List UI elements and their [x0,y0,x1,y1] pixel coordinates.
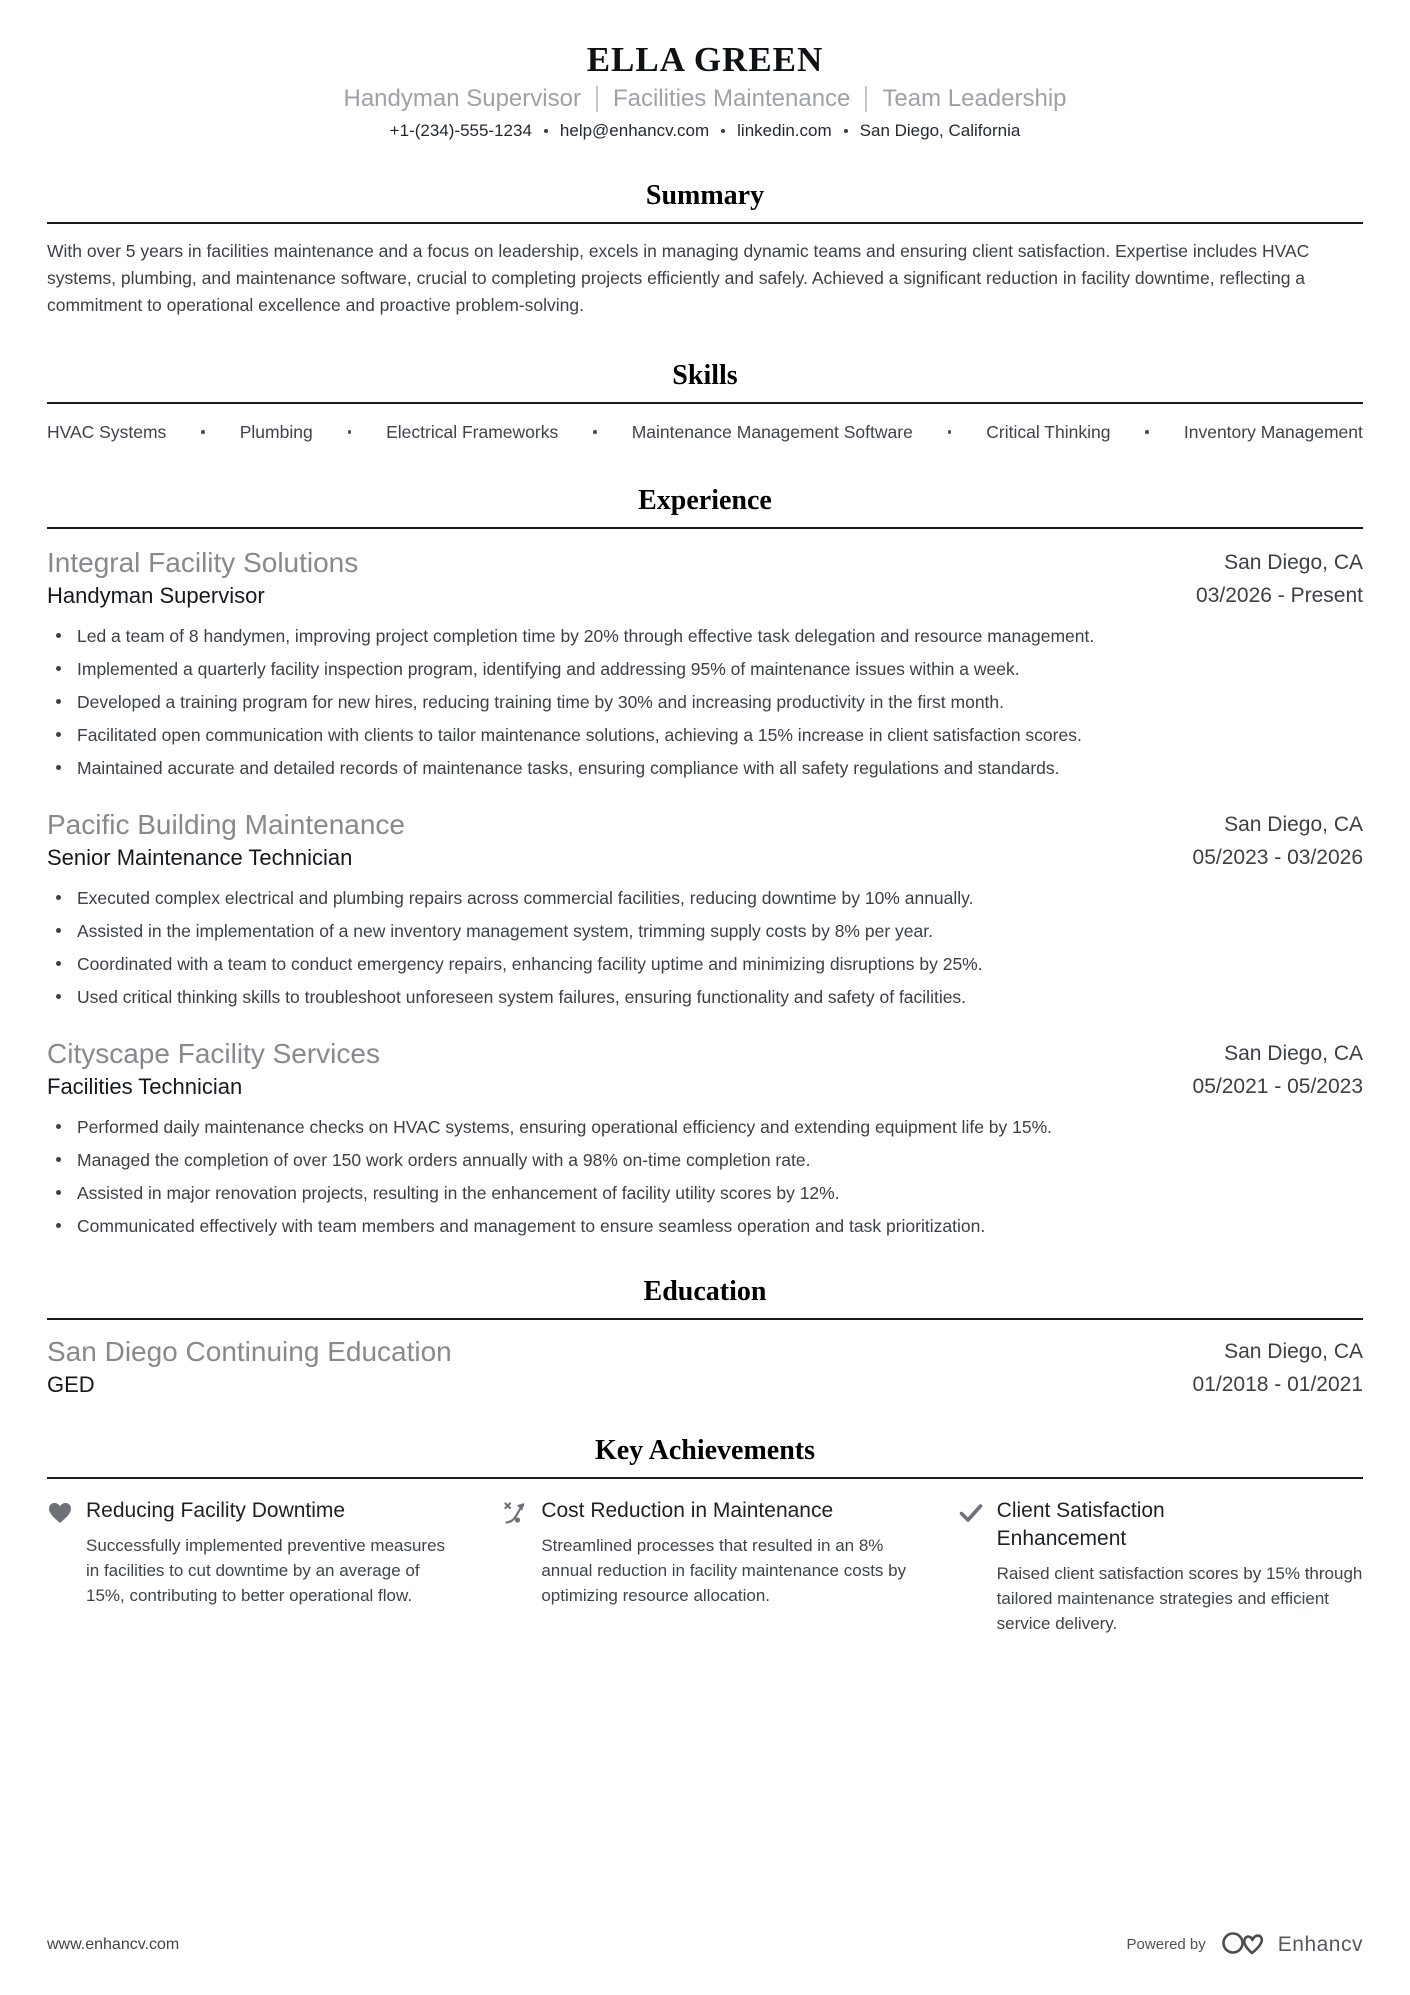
vertical-divider [596,86,598,112]
skills-section-title: Skills [672,360,738,391]
bullet-item: Coordinated with a team to conduct emergency repairs, enhancing facility uptime and minimizing disruptions by 25%. [47,951,1363,977]
bullet-item: Developed a training program for new hires, reducing training time by 30% and increasing productivity in the first month. [47,689,1363,715]
resume-header [47,40,1363,143]
education-entry [47,1334,1363,1400]
dot-separator [844,129,848,133]
job-entry [47,545,1363,781]
dot-separator [544,129,548,133]
skill-item: Plumbing [239,422,313,442]
linkedin-link[interactable]: linkedin.com [737,121,832,140]
achievement-text: Successfully implemented preventive measures in facilities to cut downtime by an average of 15%, contributing to better operational flow. [86,1536,446,1605]
bullet-item: Maintained accurate and detailed records of maintenance tasks, ensuring compliance with all safety regulations and standards. [47,755,1363,781]
headline [47,82,1363,116]
headline-part-3: Team Leadership [882,85,1067,112]
strategy-icon [502,1500,528,1531]
dot-separator [348,430,352,434]
section-rule [47,527,1363,529]
page-footer [47,1927,1363,1962]
dot-separator [201,430,205,434]
powered-by-group [1127,1927,1363,1962]
bullet-item: Performed daily maintenance checks on HVAC systems, ensuring operational efficiency and extending equipment life by 15%. [47,1114,1363,1140]
achievements-section-title: Key Achievements [594,1435,816,1466]
school-name: San Diego Continuing Education [47,1336,452,1367]
bullet-item: Facilitated open communication with clients to tailor maintenance solutions, achieving a 15% increase in client satisfaction scores. [47,722,1363,748]
summary-section-title: Summary [645,180,765,211]
experience-section [47,484,1363,1239]
vertical-divider [865,86,867,112]
dot-separator [593,430,597,434]
location-text: San Diego, California [859,121,1021,140]
job-title: Handyman Supervisor [47,583,265,608]
bullet-item: Assisted in major renovation projects, resulting in the enhancement of facility utility scores by 12%. [47,1180,1363,1206]
skill-item: Electrical Frameworks [386,422,559,442]
dot-separator [721,129,725,133]
bullet-item: Used critical thinking skills to troubleshoot unforeseen system failures, ensuring functionality and safety of facilities. [47,984,1363,1010]
job-bullet-list [47,885,1363,1010]
job-header [47,1036,1363,1102]
section-rule [47,1477,1363,1479]
job-location: San Diego, CA [1224,551,1363,574]
bullet-item: Managed the completion of over 150 work orders annually with a 98% on-time completion rate. [47,1147,1363,1173]
degree-name: GED [47,1372,95,1397]
company-name: Integral Facility Solutions [47,547,359,578]
education-section-title: Education [643,1276,767,1307]
achievement-item [502,1497,907,1636]
bullet-item: Communicated effectively with team members and management to ensure seamless operation and task prioritization. [47,1213,1363,1239]
website-link[interactable]: www.enhancv.com [47,1935,180,1953]
skills-section [47,359,1363,444]
section-rule [47,402,1363,404]
job-location: San Diego, CA [1224,813,1363,836]
bullet-item: Assisted in the implementation of a new inventory management system, trimming supply costs by 8% per year. [47,918,1363,944]
achievement-text: Raised client satisfaction scores by 15% through tailored maintenance strategies and efficient service delivery. [996,1564,1363,1633]
section-rule [47,1318,1363,1320]
achievement-title: Cost Reduction in Maintenance [541,1499,834,1522]
job-title: Senior Maintenance Technician [47,845,353,870]
skill-item: Maintenance Management Software [631,422,913,442]
skill-item: Critical Thinking [986,422,1111,442]
enhancv-logo-icon [1220,1927,1270,1962]
company-name: Cityscape Facility Services [47,1038,380,1069]
achievement-title: Reducing Facility Downtime [86,1499,346,1522]
bullet-item: Executed complex electrical and plumbing repairs across commercial facilities, reducing downtime by 10% annually. [47,885,1363,911]
headline-part-2: Facilities Maintenance [612,85,851,112]
achievement-item [47,1497,452,1636]
job-title: Facilities Technician [47,1074,243,1099]
candidate-name: ELLA GREEN [586,40,824,79]
company-name: Pacific Building Maintenance [47,809,405,840]
job-dates: 05/2023 - 03/2026 [1192,846,1363,869]
summary-text: With over 5 years in facilities maintenance and a focus on leadership, excels in managing dynamic teams and ensuring client satisfaction. Expertise includes HVAC systems, plumbing, and maintenance software, crucial to completing projects efficiently and safely. Achieved a significant reduction in facility downtime, reflecting a commitment to operational excellence and proactive problem-solving. [47,241,1310,315]
bullet-item: Led a team of 8 handymen, improving project completion time by 20% through effective task delegation and resource management. [47,623,1363,649]
check-icon [958,1500,984,1531]
skill-item: HVAC Systems [47,422,167,442]
enhancv-brand[interactable] [1220,1927,1363,1962]
summary-section [47,179,1363,319]
job-entry [47,807,1363,1010]
education-section [47,1275,1363,1400]
job-bullet-list [47,1114,1363,1239]
achievements-section [47,1434,1363,1636]
school-location: San Diego, CA [1224,1340,1363,1363]
achievements-grid [47,1497,1363,1636]
job-dates: 03/2026 - Present [1196,584,1363,607]
powered-by-label: Powered by [1126,1936,1206,1953]
contact-line [47,119,1363,143]
email-link[interactable]: help@enhancv.com [559,121,710,140]
achievement-item [958,1497,1363,1636]
achievement-text: Streamlined processes that resulted in an 8% annual reduction in facility maintenance costs by optimizing resource allocation. [541,1536,907,1605]
dot-separator [1145,430,1149,434]
headline-part-1: Handyman Supervisor [343,85,581,112]
bullet-item: Implemented a quarterly facility inspection program, identifying and addressing 95% of maintenance issues within a week. [47,656,1363,682]
skills-list [47,420,1363,444]
heart-icon [47,1500,73,1531]
job-header [47,807,1363,873]
education-dates: 01/2018 - 01/2021 [1192,1373,1363,1396]
brand-name: Enhancv [1277,1932,1363,1956]
achievement-title: Client Satisfaction Enhancement [996,1499,1165,1550]
job-location: San Diego, CA [1224,1042,1363,1065]
phone-number: +1-(234)-555-1234 [389,121,532,140]
job-header [47,545,1363,611]
section-rule [47,222,1363,224]
job-dates: 05/2021 - 05/2023 [1192,1075,1363,1098]
experience-section-title: Experience [638,485,772,516]
skill-item: Inventory Management [1183,422,1363,442]
job-bullet-list [47,623,1363,781]
job-entry [47,1036,1363,1239]
dot-separator [948,430,952,434]
